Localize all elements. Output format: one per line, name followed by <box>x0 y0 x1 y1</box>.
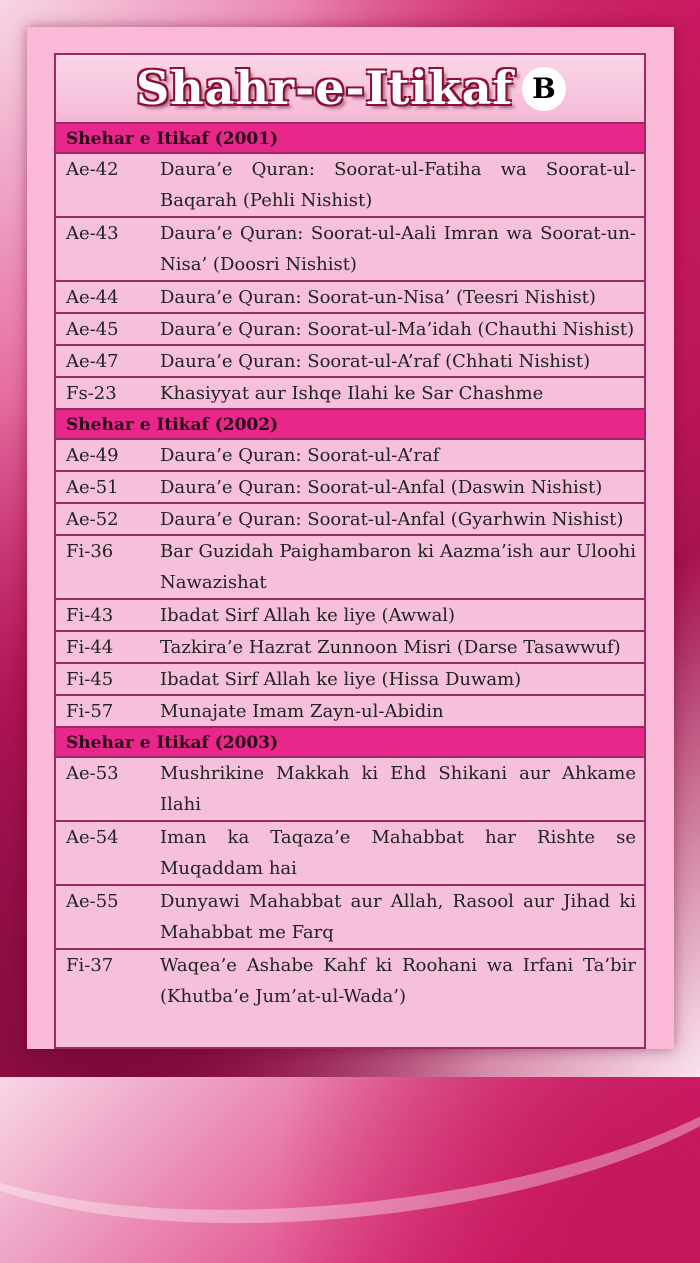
card-header <box>56 55 644 124</box>
row-code: Ae-52 <box>66 509 119 530</box>
table-row <box>56 346 644 378</box>
series-badge: B <box>522 67 566 111</box>
row-code: Ae-47 <box>66 351 119 372</box>
row-code: Ae-49 <box>66 445 119 466</box>
row-code: Fs-23 <box>66 383 117 404</box>
table-row <box>56 218 644 282</box>
table-row <box>56 314 644 346</box>
section-header: Shehar e Itikaf (2001) <box>56 124 644 154</box>
table-row <box>56 664 644 696</box>
row-title: Daura’e Quran: Soorat-un-Nisa’ (Teesri Nishist) <box>160 287 596 308</box>
page-title: Shahr-e-Itikaf <box>136 61 514 115</box>
row-code: Ae-45 <box>66 319 119 340</box>
table-row <box>56 282 644 314</box>
table-row <box>56 950 644 1014</box>
table-row <box>56 536 644 600</box>
poster-panel <box>27 27 674 1049</box>
table-row <box>56 472 644 504</box>
row-code: Ae-43 <box>66 223 119 244</box>
row-title: Daura’e Quran: Soorat-ul-Anfal (Gyarhwin Nishist) <box>160 509 624 530</box>
table-row <box>56 378 644 410</box>
row-title: Iman ka Taqaza’e Mahabbat har Rishte se Muqaddam hai <box>160 827 636 879</box>
row-title: Tazkira’e Hazrat Zunnoon Misri (Darse Tasawwuf) <box>160 637 621 658</box>
row-title: Bar Guzidah Paighambaron ki Aazma’ish aur Uloohi Nawazishat <box>160 541 636 593</box>
row-title: Daura’e Quran: Soorat-ul-Aali Imran wa Soorat-un-Nisa’ (Doosri Nishist) <box>160 223 636 275</box>
row-title: Daura’e Quran: Soorat-ul-Ma’idah (Chauthi Nishist) <box>160 319 635 340</box>
table-row <box>56 440 644 472</box>
table-row <box>56 504 644 536</box>
row-title: Daura’e Quran: Soorat-ul-Fatiha wa Soorat-ul-Baqarah (Pehli Nishist) <box>160 159 636 211</box>
row-title: Ibadat Sirf Allah ke liye (Awwal) <box>160 605 456 626</box>
row-code: Fi-45 <box>66 669 114 690</box>
section-header: Shehar e Itikaf (2003) <box>56 728 644 758</box>
row-code: Fi-37 <box>66 955 114 976</box>
row-code: Ae-42 <box>66 159 119 180</box>
table-row <box>56 696 644 728</box>
table-row <box>56 758 644 822</box>
row-code: Fi-36 <box>66 541 114 562</box>
row-code: Ae-51 <box>66 477 119 498</box>
row-title: Ibadat Sirf Allah ke liye (Hissa Duwam) <box>160 669 522 690</box>
table-row <box>56 154 644 218</box>
table-row <box>56 632 644 664</box>
row-title: Munajate Imam Zayn-ul-Abidin <box>160 701 444 722</box>
row-title: Waqea’e Ashabe Kahf ki Roohani wa Irfani Ta’bir (Khutba’e Jum’at-ul-Wada’) <box>160 955 636 1007</box>
table-row <box>56 886 644 950</box>
row-title: Khasiyyat aur Ishqe Ilahi ke Sar Chashme <box>160 383 544 404</box>
table-row <box>56 600 644 632</box>
row-code: Ae-54 <box>66 827 119 848</box>
row-code: Fi-44 <box>66 637 114 658</box>
row-code: Ae-53 <box>66 763 119 784</box>
row-title: Daura’e Quran: Soorat-ul-A’raf (Chhati Nishist) <box>160 351 591 372</box>
section-header: Shehar e Itikaf (2002) <box>56 410 644 440</box>
row-code: Ae-44 <box>66 287 119 308</box>
row-title: Dunyawi Mahabbat aur Allah, Rasool aur Jihad ki Mahabbat me Farq <box>160 891 636 943</box>
row-title: Mushrikine Makkah ki Ehd Shikani aur Ahkame Ilahi <box>160 763 636 815</box>
row-title: Daura’e Quran: Soorat-ul-Anfal (Daswin Nishist) <box>160 477 603 498</box>
row-title: Daura’e Quran: Soorat-ul-A’raf <box>160 445 440 466</box>
table-row <box>56 822 644 886</box>
catalog-card <box>54 53 646 1049</box>
row-code: Fi-57 <box>66 701 114 722</box>
row-code: Fi-43 <box>66 605 114 626</box>
row-code: Ae-55 <box>66 891 119 912</box>
